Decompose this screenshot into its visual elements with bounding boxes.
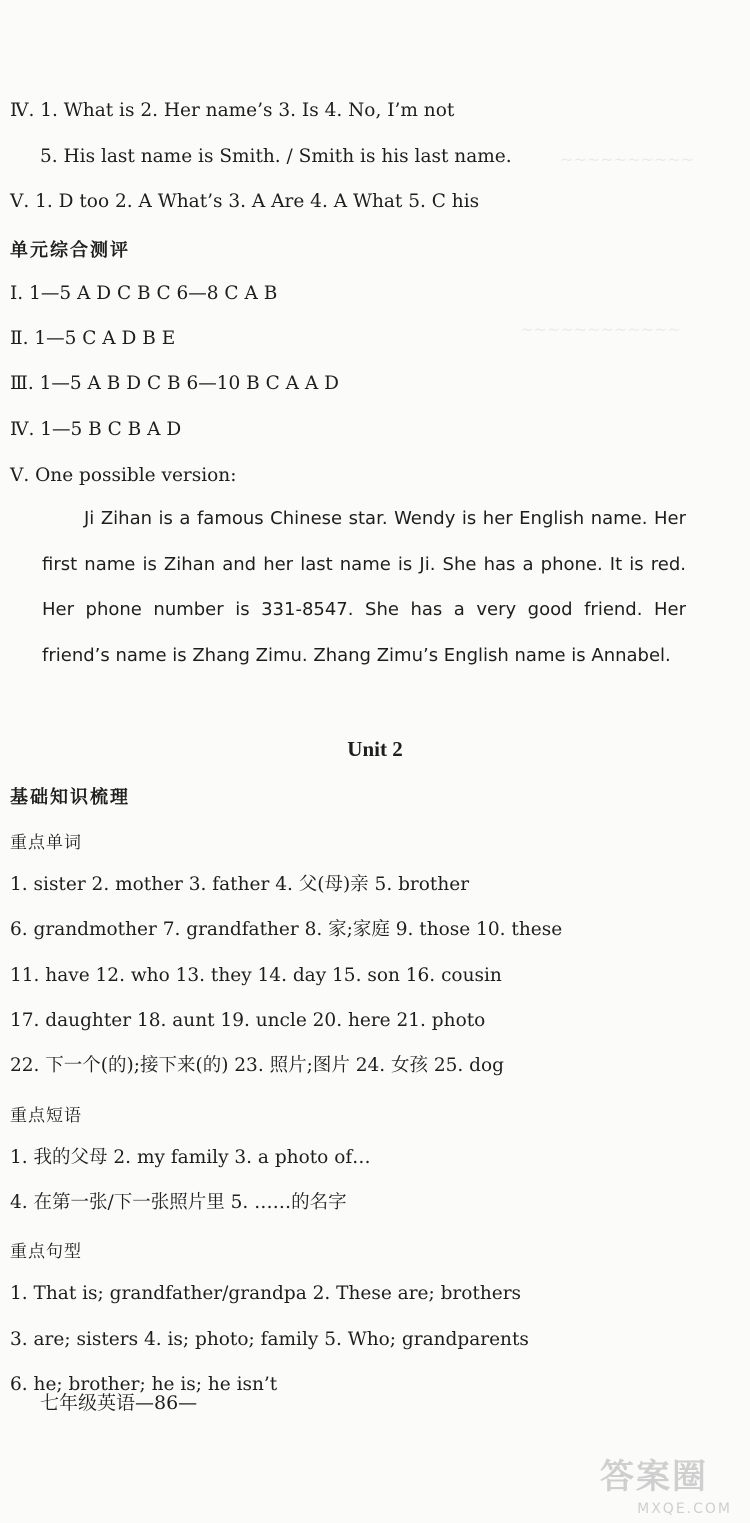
phrase-line: 4. 在第一张/下一张照片里 5. ……的名字 [10, 1192, 347, 1213]
sentence-line: 6. he; brother; he is; he isn’t [10, 1374, 278, 1395]
word-line: 6. grandmother 7. grandfather 8. 家;家庭 9. those 10. these [10, 919, 563, 940]
answer-line-v: Ⅴ. 1. D too 2. A What’s 3. A Are 4. A What 5. C his [10, 191, 480, 212]
answer-line-iv: Ⅳ. 1. What is 2. Her name’s 3. Is 4. No, I’m not [10, 100, 455, 121]
test-line: Ⅳ. 1—5 B C B A D [10, 419, 182, 440]
test-heading: 单元综合测评 [10, 240, 130, 261]
phrase-line: 1. 我的父母 2. my family 3. a photo of… [10, 1147, 371, 1168]
test-line: Ⅴ. One possible version: [10, 465, 237, 486]
site-watermark [600, 1449, 740, 1519]
watermark-logo-text: 答案圈 [600, 1457, 708, 1497]
word-line: 11. have 12. who 13. they 14. day 15. son 16. cousin [10, 965, 502, 986]
bleed-through-text: ~~~~~~~~~~~~ [520, 320, 681, 339]
unit-title: Unit 2 [347, 737, 403, 761]
word-line: 17. daughter 18. aunt 19. uncle 20. here 21. photo [10, 1010, 486, 1031]
word-line: 1. sister 2. mother 3. father 4. 父(母)亲 5. brother [10, 874, 470, 895]
sentence-line: 3. are; sisters 4. is; photo; family 5. Who; grandparents [10, 1329, 529, 1350]
page-footer: 七年级英语—86— [40, 1392, 198, 1414]
bleed-through-text: ~~~~~~~~~~ [560, 150, 695, 169]
basic-heading: 基础知识梳理 [10, 787, 130, 808]
phrases-heading: 重点短语 [10, 1106, 82, 1126]
answer-line-iv-5: 5. His last name is Smith. / Smith is his last name. [40, 146, 512, 167]
word-line: 22. 下一个(的);接下来(的) 23. 照片;图片 24. 女孩 25. dog [10, 1055, 505, 1076]
words-heading: 重点单词 [10, 833, 82, 853]
sentence-line: 1. That is; grandfather/grandpa 2. These are; brothers [10, 1283, 522, 1304]
essay-paragraph: Ji Zihan is a famous Chinese star. Wendy is her English name. Her first name is Zihan and her last name is Ji. She has a phone. It is red. Her phone number is 331-8547. She has a very good friend. Her friend’s name is Zhang Zimu. Zhang Zimu’s English name is Annabel. [42, 508, 686, 667]
sentences-heading: 重点句型 [10, 1242, 82, 1262]
watermark-url: MXQE.COM [637, 1501, 732, 1517]
test-line: Ⅱ. 1—5 C A D B E [10, 328, 176, 349]
test-line: Ⅰ. 1—5 A D C B C 6—8 C A B [10, 283, 278, 304]
test-line: Ⅲ. 1—5 A B D C B 6—10 B C A A D [10, 373, 339, 394]
